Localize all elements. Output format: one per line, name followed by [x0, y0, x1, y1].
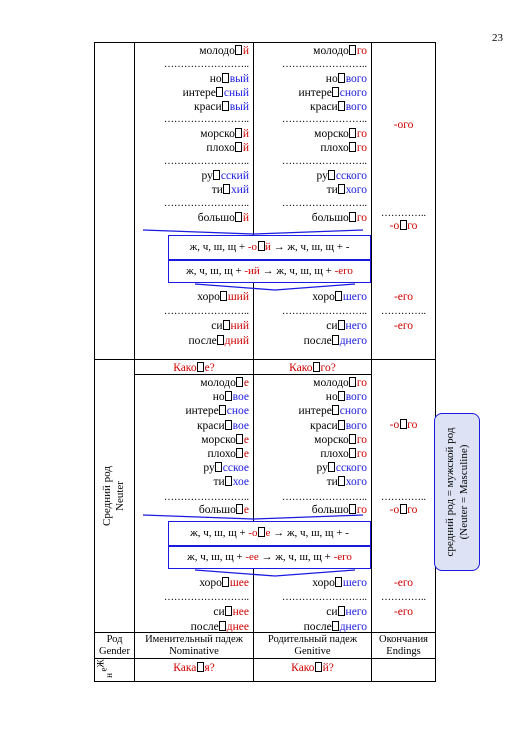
blank-box [219, 621, 226, 631]
word-row: плохо й [206, 142, 249, 155]
neuter-dots-nom: …………………….. [164, 492, 249, 503]
footer-gender: Род Gender [99, 634, 130, 657]
blank-box [225, 606, 232, 616]
word-row-gen: си него [326, 320, 367, 332]
neuter-nominative-column [135, 376, 249, 490]
blank-box [335, 291, 342, 301]
ending-cell: -его [393, 606, 414, 618]
word-row: молодо е [200, 377, 249, 389]
blank-box [235, 212, 242, 222]
blank-box [215, 462, 222, 472]
blank-box [225, 420, 232, 430]
feminine-nom-question: Кака я? [173, 662, 215, 674]
word-row-gen: после днего [303, 620, 367, 633]
masc-rule-1: ж, ч, ш, щ + -о й → ж, ч, ш, щ + - [189, 241, 350, 253]
word-row: краси вое [196, 419, 249, 432]
dots-separator: …………………….. [164, 197, 249, 209]
blank-box [400, 419, 407, 429]
blank-box [219, 405, 226, 415]
footer-endings: Окончания Endings [378, 634, 429, 657]
neuter-dots-end: ………….. [381, 492, 426, 503]
neuter-ending-o-go-2: -о го [389, 504, 418, 516]
blank-box [338, 420, 345, 430]
neuter-rule-2: ж, ч, ш, щ + -ее → ж, ч, ш, щ + -его [187, 551, 352, 563]
feminine-side-label [95, 659, 134, 681]
word-row: ру сского [316, 170, 367, 183]
blank-box [225, 391, 232, 401]
blank-box [338, 320, 345, 330]
dots-separator: ………….. [381, 305, 426, 317]
word-row: морско го [314, 433, 367, 446]
word-row: плохо го [320, 142, 367, 155]
neuter-ending-o-go-1: -о го [389, 419, 418, 431]
blank-box [235, 142, 242, 152]
word-row: ти хое [213, 476, 249, 489]
neuter-rule-separator [169, 545, 370, 547]
word-row-nom: си ний [211, 320, 249, 332]
neuter-header-gen: Како го? [289, 362, 336, 374]
blank-box [400, 504, 407, 514]
blank-box [400, 220, 407, 230]
blank-box [222, 73, 229, 83]
word-row-gen: хоро шего [312, 291, 367, 303]
word-row: краси вого [310, 419, 367, 432]
dots-separator: …………………….. [164, 305, 249, 317]
blank-box [223, 320, 230, 330]
word-row: плохо го [320, 447, 367, 460]
blank-box [335, 577, 342, 587]
blank-box [349, 448, 356, 458]
callout-text: средний род = мужской род (Neuter = Masculine) [444, 427, 470, 557]
word-row: ти хого [326, 476, 367, 489]
blank-box [315, 662, 322, 672]
dots-separator: …………………….. [164, 591, 249, 603]
word-row: но вое [212, 391, 249, 404]
blank-box [349, 212, 356, 222]
blank-box [258, 241, 265, 251]
word-row: краси вого [310, 100, 367, 113]
footer-nominative: Именительный падеж Nominative [145, 634, 243, 657]
blank-box [213, 170, 220, 180]
feminine-gen-question: Како й? [291, 662, 334, 674]
blank-box [328, 462, 335, 472]
word-row-nom: хоро шее [199, 577, 249, 589]
neuter-bolshoe-nom: большо е [198, 504, 249, 516]
dots-separator: …………………….. [282, 58, 367, 70]
masc-genitive-column [254, 44, 367, 225]
blank-box [197, 662, 204, 672]
word-row-nom: после дний [188, 334, 249, 347]
feminine-label-letter: н [103, 673, 114, 678]
table-border-left [94, 42, 95, 682]
table-row-divider-neuter [94, 359, 436, 360]
table-border-top [94, 42, 436, 43]
word-row: но вый [209, 72, 249, 85]
ending-cell: -его [393, 320, 414, 332]
word-row: интере сное [185, 405, 249, 418]
dots-separator: ………….. [381, 591, 426, 603]
blank-box [235, 45, 242, 55]
footer-genitive: Родительный падеж Genitive [267, 634, 358, 657]
feminine-label-letter: е [98, 667, 109, 672]
blank-box [349, 142, 356, 152]
dots-separator: …………………….. [282, 591, 367, 603]
word-row: морско е [201, 433, 249, 446]
neuter-rule-1: ж, ч, ш, щ + -о е → ж, ч, ш, щ + - [190, 527, 349, 539]
blank-box [258, 527, 265, 537]
neuter-rule-box [168, 521, 371, 569]
word-row: интере сный [182, 86, 249, 99]
dots-separator: …………………….. [164, 58, 249, 70]
blank-box [217, 335, 224, 345]
word-row: интере сного [298, 86, 367, 99]
ending-cell: -его [393, 291, 414, 303]
word-row: краси вый [193, 100, 249, 113]
blank-box [332, 335, 339, 345]
page-number: 23 [492, 32, 503, 44]
blank-box [338, 606, 345, 616]
blank-box [349, 377, 356, 387]
neuter-side-label: Средний род Neuter [101, 466, 126, 526]
blank-box [220, 291, 227, 301]
dots-separator: …………………….. [282, 197, 367, 209]
neuter-bolshoe-gen: большо го [311, 504, 367, 516]
blank-box [328, 170, 335, 180]
word-row: молодо го [313, 377, 367, 389]
neuter-header-underline [134, 374, 372, 375]
word-row: ру сский [201, 170, 249, 183]
blank-box [338, 101, 345, 111]
word-row: интере сного [298, 405, 367, 418]
blank-box [313, 362, 320, 372]
word-row: ти хого [326, 183, 367, 196]
word-row: ру сское [203, 462, 249, 475]
word-row: ти хий [211, 183, 249, 196]
neuter-genitive-column [254, 376, 367, 490]
blank-box [349, 45, 356, 55]
table-border-right [435, 42, 436, 682]
blank-box [235, 128, 242, 138]
masc-rule-box [168, 235, 371, 283]
neuter-equals-masculine-callout [434, 413, 480, 571]
blank-box [223, 184, 230, 194]
masc-ending-dots: ………….. [381, 208, 426, 219]
blank-box [338, 391, 345, 401]
masc-rule-separator [169, 259, 370, 261]
word-row-gen: хоро шего [312, 577, 367, 589]
table-row-divider-fem [94, 658, 436, 659]
blank-box [222, 101, 229, 111]
blank-box [236, 377, 243, 387]
blank-box [222, 577, 229, 587]
word-row: но вого [325, 391, 367, 404]
masc-rule-2: ж, ч, ш, щ + -ий → ж, ч, ш, щ + -его [186, 265, 353, 277]
blank-box [349, 128, 356, 138]
dots-separator: …………………….. [282, 305, 367, 317]
masc-nominative-column [135, 44, 249, 225]
blank-box [332, 621, 339, 631]
word-row: большо го [311, 211, 367, 224]
ending-cell: -его [393, 577, 414, 589]
word-row-gen: после днего [303, 334, 367, 347]
blank-box [225, 476, 232, 486]
blank-box [236, 434, 243, 444]
dots-separator: …………………….. [282, 156, 367, 168]
blank-box [197, 362, 204, 372]
blank-box [349, 434, 356, 444]
blank-box [332, 405, 339, 415]
word-row-nom: си нее [213, 606, 249, 618]
blank-box [338, 73, 345, 83]
masc-ending-ogo: -ого [393, 119, 414, 131]
masc-ending-o-go: -о го [389, 220, 418, 232]
word-row: морско й [200, 128, 249, 141]
feminine-label-letter: Ж [95, 659, 106, 668]
blank-box [338, 184, 345, 194]
dots-separator: …………………….. [282, 114, 367, 126]
word-row: морско го [314, 128, 367, 141]
word-row: ру сского [316, 462, 367, 475]
word-row: молодо й [199, 45, 249, 57]
dots-separator: …………………….. [164, 114, 249, 126]
word-row: большо й [197, 211, 249, 224]
word-row: молодо го [313, 45, 367, 57]
word-row: но вого [325, 72, 367, 85]
blank-box [332, 87, 339, 97]
table-border-bottom [94, 681, 436, 682]
dots-separator: …………………….. [164, 156, 249, 168]
blank-box [216, 87, 223, 97]
word-row: плохо е [207, 447, 249, 460]
neuter-dots-gen: …………………….. [282, 492, 367, 503]
blank-box [338, 476, 345, 486]
word-row-nom: хоро ший [197, 291, 249, 303]
word-row-nom: после днее [190, 620, 249, 633]
neuter-header-nom: Како е? [173, 362, 215, 374]
word-row-gen: си него [326, 606, 367, 618]
blank-box [236, 448, 243, 458]
